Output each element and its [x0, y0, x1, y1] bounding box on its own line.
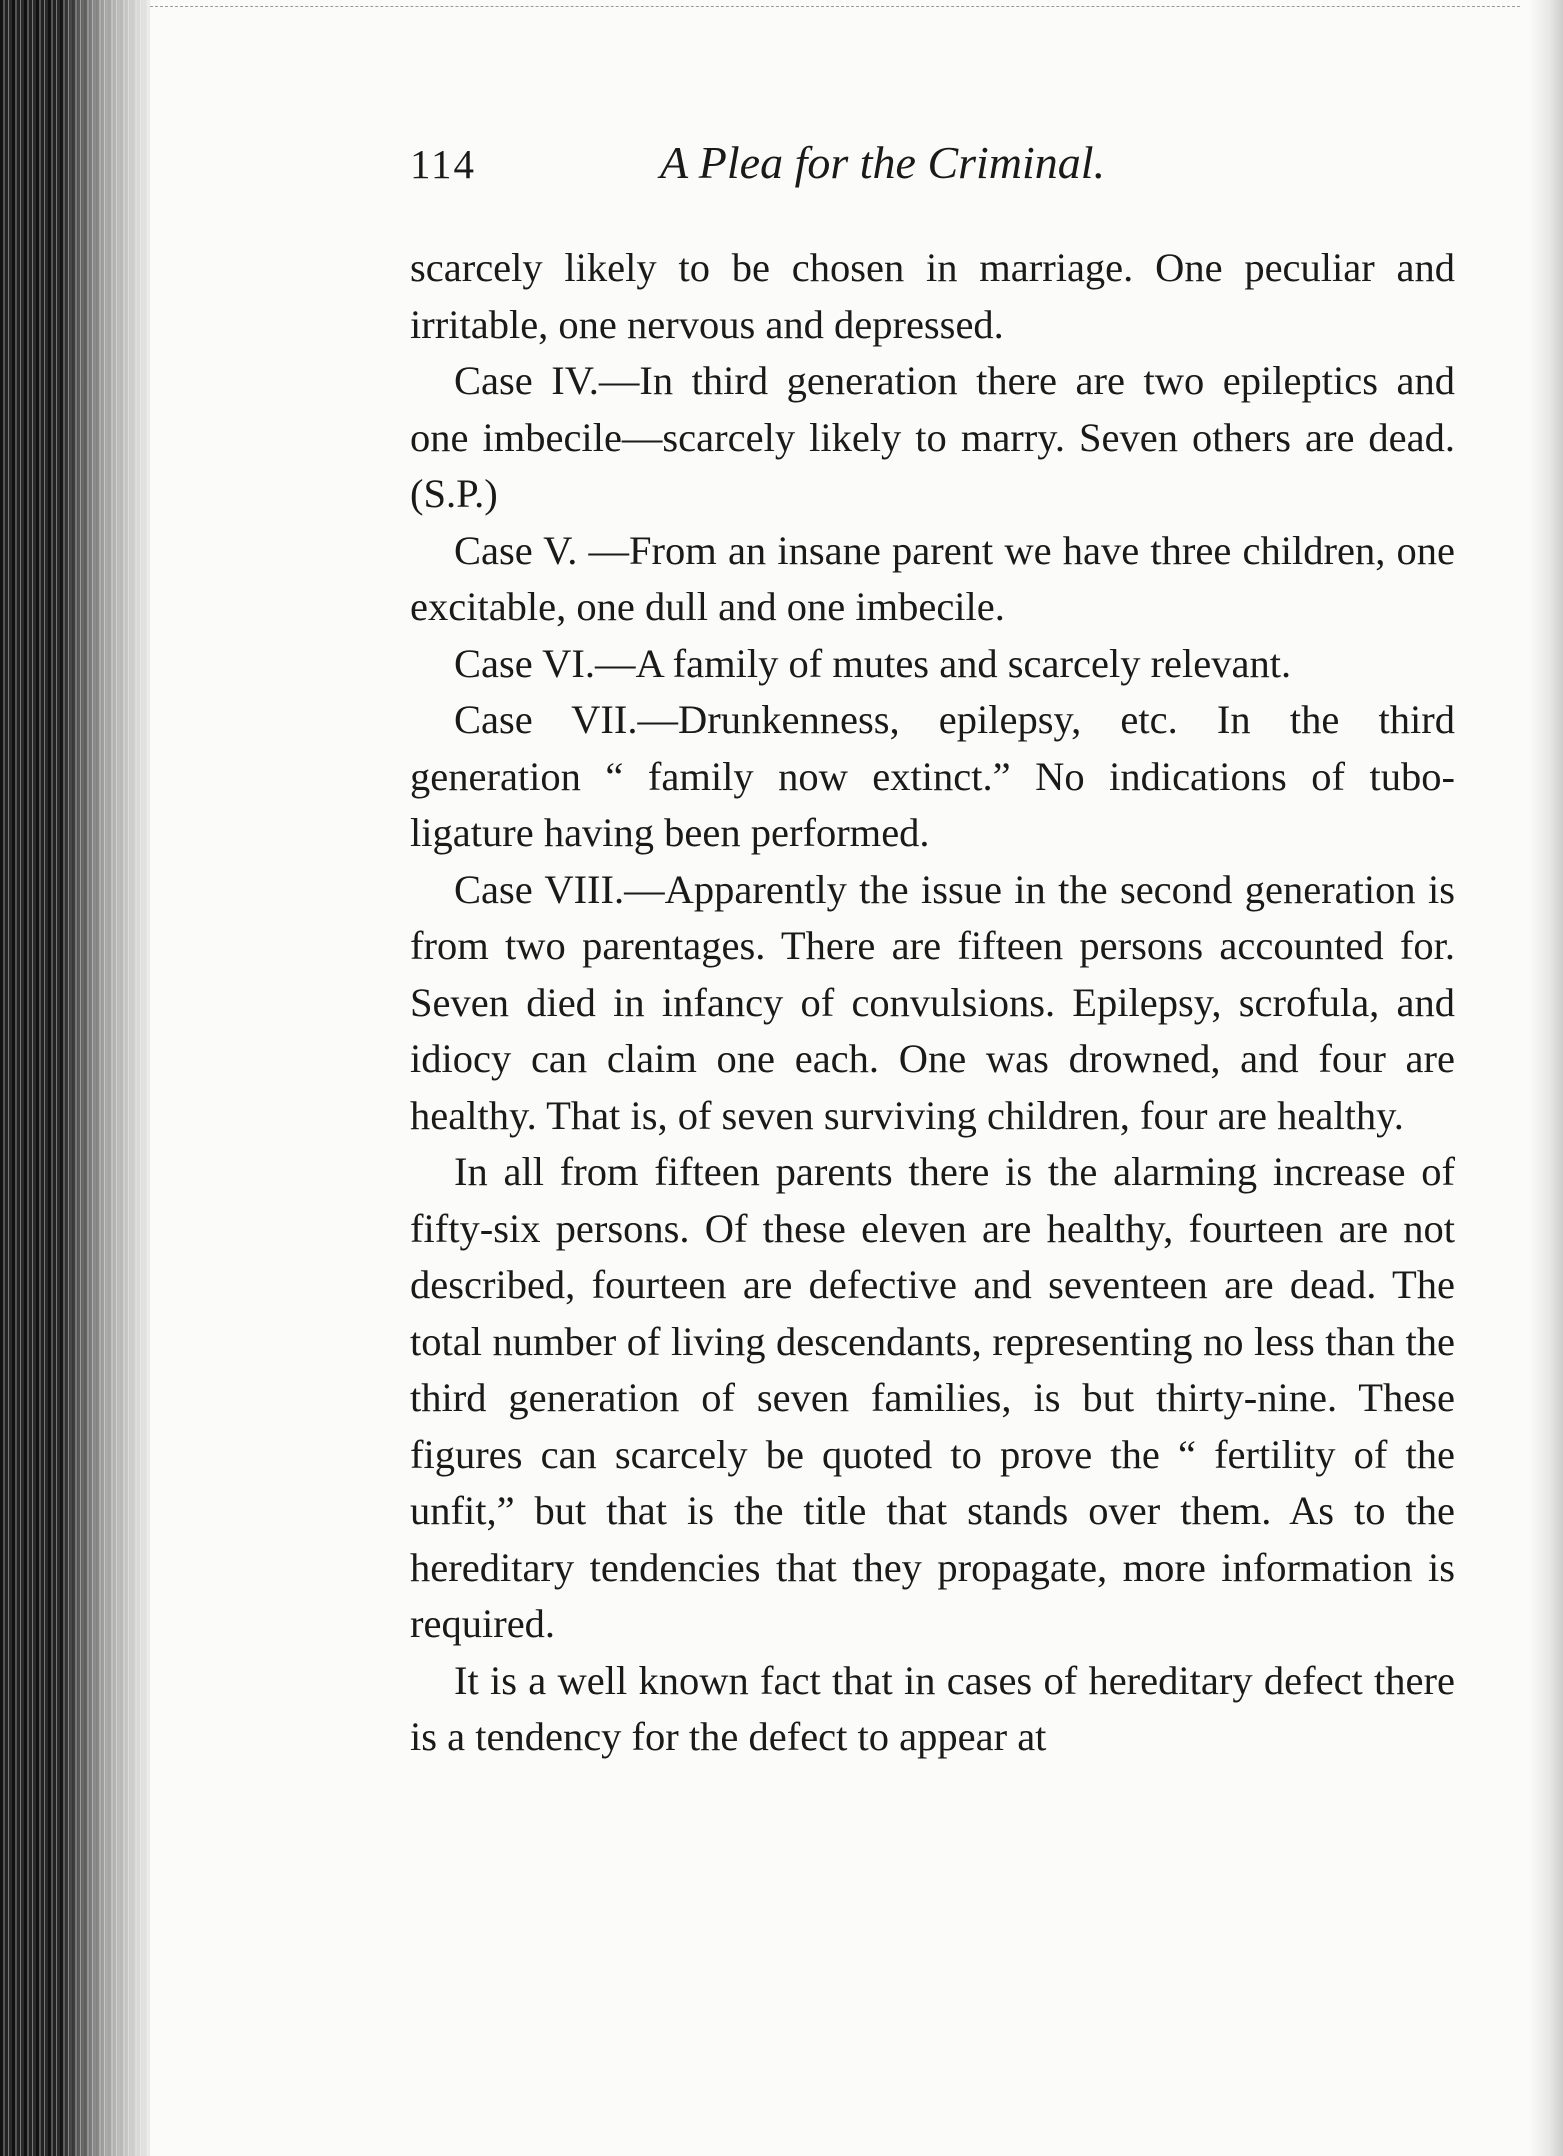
paragraph-case-viii: Case VIII.—Apparently the issue in the second generation is from two parentages. There are fifteen persons accounted for. Seven died in infancy of convulsions. Epilepsy, scrofula, and idiocy can claim one each. One was drowned, and four are healthy. That is, of seven surviving children, four are healthy.: [410, 866, 1455, 1138]
paragraph-case-iv: Case IV.—In third generation there are two epileptics and one imbecile—scarcely likely to marry. Seven others are dead. (S.P.): [410, 358, 1455, 516]
paragraph-hereditary-defect: It is a well known fact that in cases of hereditary defect there is a tendency for the defect to appear at: [410, 1657, 1455, 1759]
paragraph-continuation: scarcely likely to be chosen in marriage. One peculiar and irritable, one nervous and depressed.: [410, 245, 1455, 347]
page-right-edge: [1529, 0, 1563, 2156]
body-text: [410, 240, 1455, 1766]
paragraph-case-vi: Case VI.—A family of mutes and scarcely relevant.: [454, 640, 1292, 686]
gutter-shadow: [60, 0, 160, 2156]
running-title: A Plea for the Criminal.: [660, 137, 1106, 188]
running-header: [410, 137, 1465, 200]
paragraph-case-vii: Case VII.—Drunkenness, epilepsy, etc. In the third generation “ family now extinct.” No indications of tubo-ligature having been performed.: [410, 697, 1455, 855]
paragraph-summary: In all from fifteen parents there is the alarming increase of fifty-six persons. Of these eleven are healthy, fourteen are not described, fourteen are defective and seventeen are dead. The total number of living descendants, representing no less than the third generation of seven families, is but thirty-nine. These figures can scarcely be quoted to prove the “ fertility of the unfit,” but that is the title that stands over them. As to the hereditary tendencies that they propagate, more information is required.: [410, 1149, 1455, 1646]
paragraph-case-v: Case V. —From an insane parent we have three children, one excitable, one dull and one imbecile.: [410, 527, 1455, 629]
page-top-edge: [150, 6, 1520, 7]
page-number: 114: [410, 141, 476, 187]
